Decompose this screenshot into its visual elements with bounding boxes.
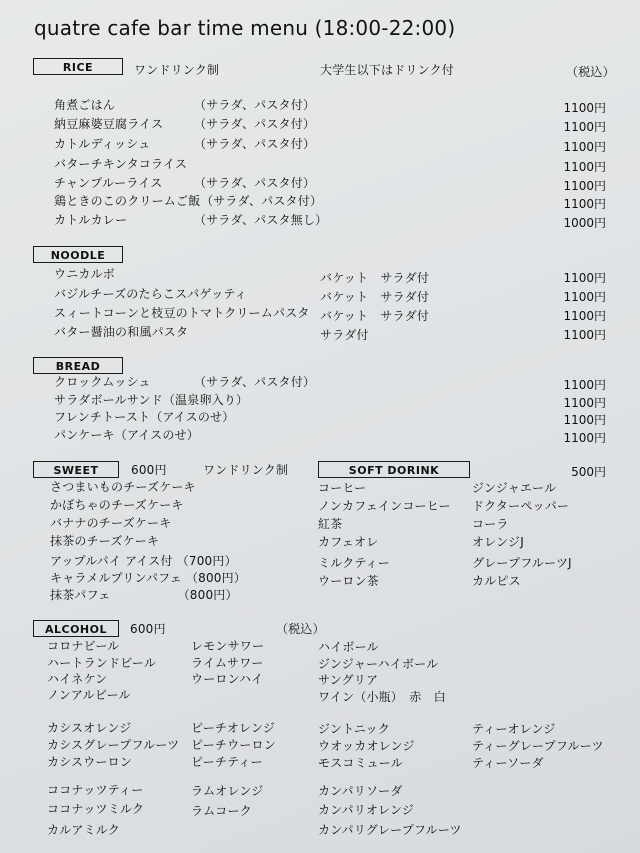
menu-item-name: カトルディッシュ (54, 137, 151, 151)
alcohol-item: ワイン（小瓶） 赤 白 (318, 690, 446, 704)
menu-item-name: カトルカレー (54, 213, 128, 227)
alcohol-item: モスコミュール (318, 756, 403, 770)
alcohol-item: カンパリソーダ (318, 784, 403, 798)
alcohol-item: ピーチウーロン (191, 738, 276, 752)
page-title: quatre cafe bar time menu (18:00-22:00) (34, 16, 456, 40)
menu-item-price: 1100円 (563, 179, 606, 193)
menu-item-price: 1100円 (563, 197, 606, 211)
menu-item-note: （サラダ、パスタ付） (194, 375, 316, 389)
sweet-item: バナナのチーズケーキ (50, 516, 172, 530)
alcohol-item: ピーチオレンジ (191, 721, 276, 735)
noodle-header: NOODLE (33, 246, 123, 263)
alcohol-item: カンパリグレープフルーツ (318, 823, 462, 837)
drink-item: コーラ (472, 517, 509, 531)
drink-item: ウーロン茶 (318, 574, 380, 588)
sweet-item: キャラメルプリンパフェ （800円） (50, 571, 247, 585)
alcohol-item: カシスグレープフルーツ (47, 738, 180, 752)
alcohol-item: サングリア (318, 673, 379, 687)
soft-drink-price: 500円 (571, 465, 606, 479)
rice-one-drink-note: ワンドリンク制 (134, 63, 220, 77)
drink-item: オレンジJ (472, 535, 524, 549)
menu-item-price: 1100円 (563, 271, 606, 285)
menu-item-note: （サラダ、パスタ付） (194, 176, 316, 190)
menu-item-price: 1100円 (563, 431, 606, 445)
menu-item-price: 1100円 (563, 160, 606, 174)
sweet-item: 抹茶パフェ （800円） (50, 588, 238, 602)
drink-item: カルピス (472, 574, 521, 588)
menu-item-price: 1100円 (563, 328, 606, 342)
menu-item-note: （サラダ、パスタ付） (194, 117, 316, 131)
menu-item-note: バケット サラダ付 (320, 271, 430, 285)
sweet-price: 600円 (131, 463, 167, 477)
menu-item-name: 角煮ごはん (54, 98, 116, 112)
drink-item: ノンカフェインコーヒー (318, 499, 451, 513)
sweet-item: 抹茶のチーズケーキ (50, 534, 160, 548)
alcohol-item: ウオッカオレンジ (318, 739, 415, 753)
alcohol-item: ピーチティー (191, 755, 263, 769)
bread-header: BREAD (33, 357, 123, 374)
menu-item-price: 1100円 (563, 120, 606, 134)
tax-included-note: （税込） (566, 65, 615, 79)
alcohol-item: ティーグレープフルーツ (472, 739, 604, 753)
alcohol-item: カシスオレンジ (47, 721, 132, 735)
rice-header: RICE (33, 58, 123, 75)
menu-item-name: サラダボールサンド（温泉卵入り） (54, 393, 249, 407)
alcohol-tax-note: （税込） (276, 622, 325, 636)
alcohol-item: コロナビール (47, 639, 120, 653)
drink-item: カフェオレ (318, 535, 379, 549)
menu-item-name: 納豆麻婆豆腐ライス (54, 117, 164, 131)
drink-item: ミルクティー (318, 556, 391, 570)
menu-item-price: 1100円 (563, 309, 606, 323)
menu-item-name: チャンプルーライス (54, 176, 163, 190)
alcohol-item: ハイボール (318, 640, 379, 654)
alcohol-item: ラムコーク (191, 804, 252, 818)
menu-item-name: バジルチーズのたらこスパゲッティ (54, 287, 247, 301)
menu-item-price: 1100円 (563, 396, 606, 410)
menu-item-price: 1100円 (563, 378, 606, 392)
alcohol-item: ティーオレンジ (472, 722, 556, 736)
menu-item-name: フレンチトースト（アイスのせ） (54, 410, 235, 424)
menu-item-name: バター醤油の和風パスタ (54, 325, 189, 339)
sweet-header: SWEET (33, 461, 119, 478)
alcohol-item: ハートランドビール (47, 656, 157, 670)
menu-item-name: 鶏ときのこのクリームご飯 (54, 194, 201, 208)
sweet-item: かぼちゃのチーズケーキ (50, 498, 184, 512)
alcohol-price: 600円 (130, 622, 166, 636)
student-drink-note: 大学生以下はドリンク付 (320, 63, 454, 77)
alcohol-item: レモンサワー (191, 639, 265, 653)
menu-item-note: （サラダ、パスタ無し） (194, 213, 328, 227)
menu-item-note: サラダ付 (320, 328, 369, 342)
menu-item-note: （サラダ、パスタ付） (194, 137, 316, 151)
sweet-item: アップルパイ アイス付 （700円） (50, 554, 237, 568)
alcohol-item: ココナッツミルク (47, 802, 145, 816)
soft-drink-header: SOFT DORINK (318, 461, 470, 478)
drink-item: ジンジャエール (472, 481, 557, 495)
menu-item-note: （サラダ、パスタ付） (201, 194, 323, 208)
menu-item-name: クロックムッシュ (54, 375, 151, 389)
alcohol-item: カンパリオレンジ (318, 803, 415, 817)
alcohol-item: ハイネケン (47, 672, 108, 686)
menu-item-note: （サラダ、パスタ付） (194, 98, 316, 112)
menu-item-price: 1100円 (563, 101, 606, 115)
alcohol-item: ココナッツティー (47, 783, 144, 797)
menu-item-note: バケット サラダ付 (320, 290, 430, 304)
menu-item-name: ウニカルボ (54, 267, 116, 281)
drink-item: グレープフルーツJ (472, 556, 572, 570)
menu-item-name: パンケーキ（アイスのせ） (54, 428, 199, 442)
drink-item: 紅茶 (318, 517, 343, 531)
drink-item: ドクターペッパー (472, 499, 570, 513)
menu-item-price: 1100円 (563, 140, 606, 154)
alcohol-item: ライムサワー (191, 656, 264, 670)
sweet-one-drink-note: ワンドリンク制 (203, 463, 289, 477)
alcohol-item: ラムオレンジ (191, 784, 264, 798)
alcohol-item: ティーソーダ (472, 756, 544, 770)
alcohol-item: ジンジャーハイボール (318, 657, 439, 671)
alcohol-item: カシスウーロン (47, 755, 133, 769)
sweet-item: さつまいものチーズケーキ (50, 480, 196, 494)
alcohol-item: ノンアルビール (47, 688, 131, 702)
menu-item-price: 1000円 (563, 216, 606, 230)
menu-item-price: 1100円 (563, 290, 606, 304)
menu-item-note: バケット サラダ付 (320, 309, 430, 323)
alcohol-header: ALCOHOL (33, 620, 119, 637)
drink-item: コーヒー (318, 481, 367, 495)
menu-item-price: 1100円 (563, 413, 606, 427)
menu-item-name: バターチキンタコライス (54, 157, 188, 171)
alcohol-item: ジントニック (318, 722, 390, 736)
alcohol-item: ウーロンハイ (191, 672, 264, 686)
alcohol-item: カルアミルク (47, 823, 120, 837)
menu-item-name: スィートコーンと枝豆のトマトクリームパスタ (54, 306, 310, 320)
